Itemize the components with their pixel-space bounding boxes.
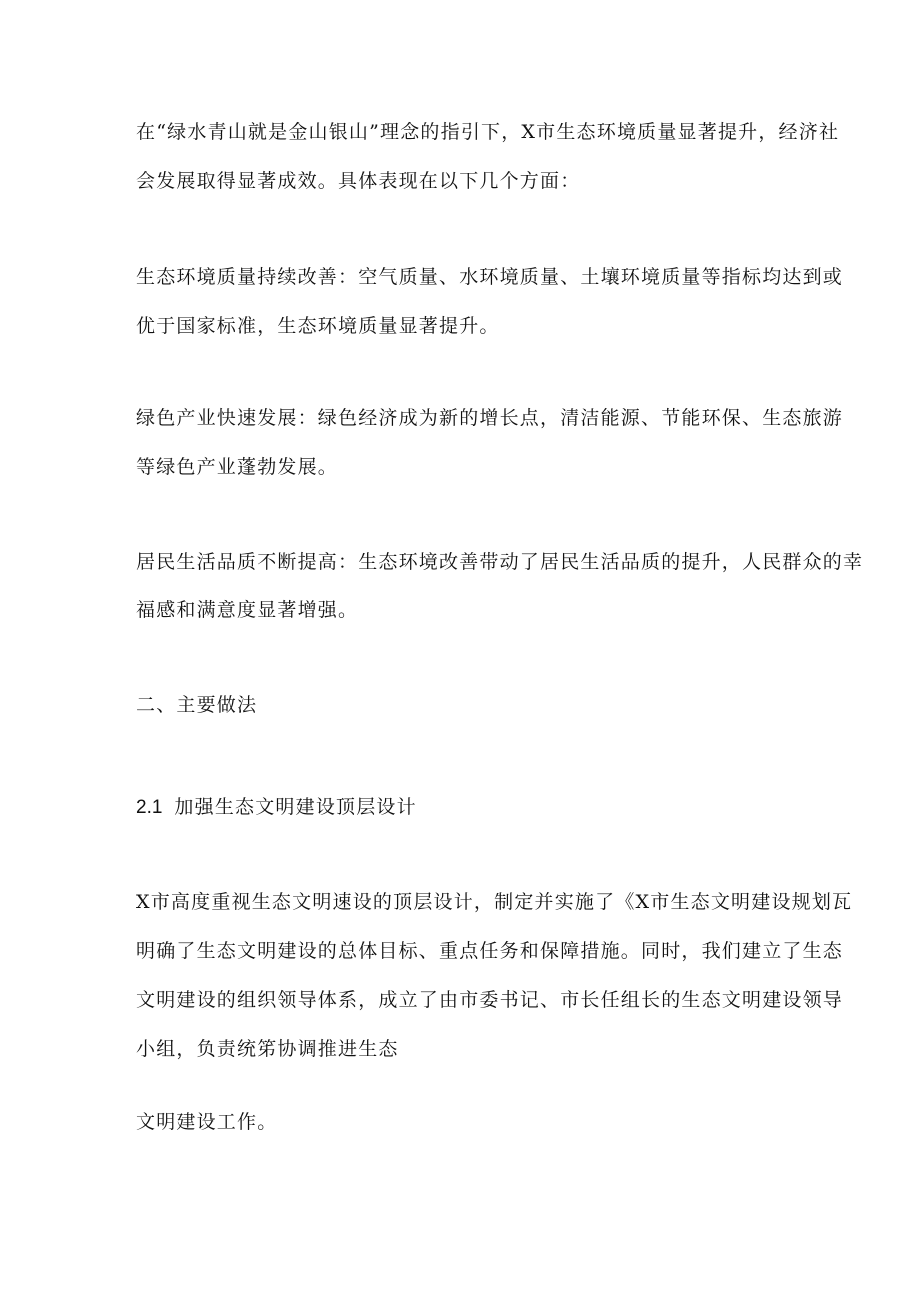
design-line-1: X市高度重视生态文明速设的顶层设计，制定并实施了《X市生态文明建设规划瓦 bbox=[136, 891, 853, 913]
design-line-3: 文明建设的组织领导体系，成立了由市委书记、市长任组长的生态文明建设领导 bbox=[136, 989, 844, 1011]
design-line-5: 文明建设工作。 bbox=[136, 1111, 278, 1133]
living-quality-line-1: 居民生活品质不断提高：生态环境改善带动了居民生活品质的提升，人民群众的幸 bbox=[136, 551, 864, 573]
intro-line-2: 会发展取得显著成效。具体表现在以下几个方面： bbox=[136, 170, 581, 192]
eco-quality-line-2: 优于国家标准，生态环境质量显著提升。 bbox=[136, 315, 500, 337]
section-heading: 二、主要做法 bbox=[136, 694, 258, 716]
eco-quality-line-1: 生态环境质量持续改善：空气质量、水环境质量、土壤环境质量等指标均达到或 bbox=[136, 266, 844, 288]
green-industry-line-1: 绿色产业快速发展：绿色经济成为新的增长点，清洁能源、节能环保、生态旅游 bbox=[136, 407, 844, 429]
design-line-4: 小组，负责统笫协调推进生态 bbox=[136, 1038, 399, 1060]
green-industry-line-2: 等绿色产业蓬勃发展。 bbox=[136, 456, 339, 478]
subsection-heading bbox=[136, 795, 417, 820]
subsection-number: 2.1 bbox=[136, 797, 163, 818]
design-line-2: 明确了生态文明建设的总体目标、重点任务和保障措施。同时，我们建立了生态 bbox=[136, 940, 844, 962]
subsection-title: 加强生态文明建设顶层设计 bbox=[174, 796, 417, 818]
living-quality-line-2: 福感和满意度显著增强。 bbox=[136, 599, 359, 621]
intro-line-1: 在“绿水青山就是金山银山”理念的指引下，X市生态环境质量显著提升，经济社 bbox=[136, 121, 840, 143]
